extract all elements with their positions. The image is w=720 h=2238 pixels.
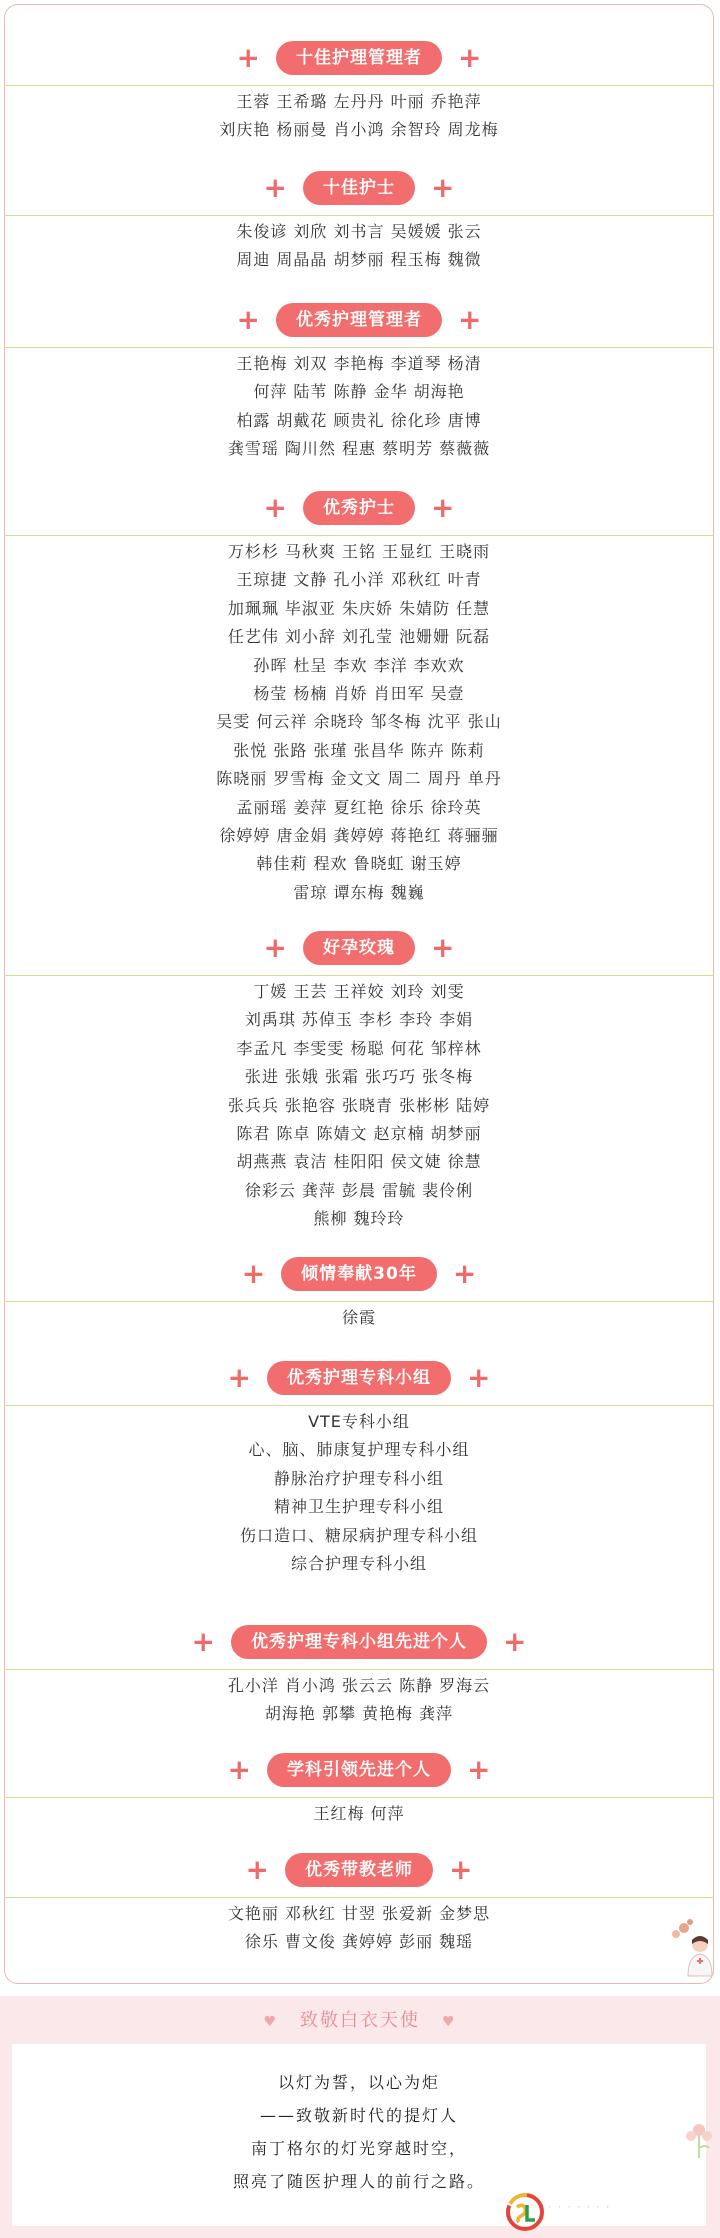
name-row: 龚雪瑶 陶川然 程惠 蔡明芳 蔡薇薇 (227, 439, 491, 459)
divider-line (4, 85, 714, 86)
section-title-pill: 优秀护理管理者 (276, 303, 442, 337)
name-row: VTE专科小组 (308, 1412, 410, 1431)
name-row: 刘庆艳 杨丽曼 肖小鸿 余智玲 周龙梅 (219, 120, 499, 140)
name-row: 杨莹 杨楠 肖娇 肖田军 吴壹 (253, 683, 465, 703)
name-row: 何萍 陆苇 陈静 金华 胡海艳 (253, 382, 465, 402)
divider-line (4, 975, 714, 976)
plus-icon: + (431, 931, 455, 964)
name-row: 加珮珮 毕淑亚 朱庆娇 朱婧防 任慧 (227, 598, 491, 618)
name-list (4, 88, 714, 145)
name-row: 张悦 张路 张瑾 张昌华 陈卉 陈莉 (233, 740, 485, 760)
name-row: 丁媛 王芸 王祥姣 刘玲 刘雯 (253, 982, 465, 1001)
watermark-dots: · · · · · · · (548, 2200, 611, 2214)
nurse-illustration (670, 1918, 718, 1978)
plus-icon: + (467, 1753, 491, 1786)
section-header (4, 488, 714, 528)
section-header (4, 1622, 714, 1662)
name-row: 文艳丽 邓秋红 甘翌 张爱新 金梦思 (227, 1904, 491, 1923)
section-header (4, 928, 714, 968)
poem-line: 以灯为誓，以心为炬 (277, 2073, 440, 2092)
name-list (4, 1408, 714, 1578)
section-title-pill: 优秀带教老师 (285, 1853, 433, 1887)
name-row: 吴雯 何云祥 余晓玲 邹冬梅 沈平 张山 (216, 712, 502, 732)
plus-icon: + (458, 303, 482, 336)
name-row: 万杉杉 马秋爽 王铭 王显红 王晓雨 (227, 542, 491, 561)
divider-line (4, 1405, 714, 1406)
name-row: 雷琼 谭东梅 魏巍 (293, 882, 425, 902)
name-list (4, 978, 714, 1234)
poem-line: ——致敬新时代的提灯人 (259, 2106, 458, 2125)
divider-line (4, 1797, 714, 1798)
section-header (4, 38, 714, 78)
name-row: 胡燕燕 袁洁 桂阳阳 侯文婕 徐慧 (236, 1152, 482, 1172)
plus-icon: + (236, 41, 260, 74)
name-row: 伤口造口、糖尿病护理专科小组 (239, 1525, 478, 1545)
section-title-pill: 优秀护理专科小组先进个人 (231, 1625, 487, 1659)
divider-line (4, 1301, 714, 1302)
name-row: 朱俊谚 刘欣 刘书言 吴媛媛 张云 (236, 222, 482, 241)
name-row: 刘禹琪 苏倬玉 李杉 李玲 李娟 (244, 1010, 474, 1030)
name-list (4, 538, 714, 907)
name-list (4, 350, 714, 464)
poem-line: 照亮了随医护理人的前行之路。 (232, 2172, 485, 2191)
closing-poem (12, 2066, 706, 2198)
name-row: 陈君 陈卓 陈婧文 赵京楠 胡梦丽 (236, 1123, 482, 1143)
section-title-pill: 优秀护士 (303, 491, 415, 525)
name-row: 静脉治疗护理专科小组 (273, 1468, 444, 1488)
name-row: 王蓉 王希璐 左丹丹 叶丽 乔艳萍 (236, 92, 482, 111)
name-row: 王琼捷 文静 孔小洋 邓秋红 叶青 (236, 570, 482, 590)
heart-icon: ♥ (263, 2014, 278, 2030)
section-header (4, 1358, 714, 1398)
name-row: 孔小洋 肖小鸿 张云云 陈静 罗海云 (227, 1676, 491, 1695)
plus-icon: + (227, 1753, 251, 1786)
name-row: 徐霞 (341, 1308, 376, 1327)
name-row: 陈晓丽 罗雪梅 金文文 周二 周丹 单丹 (216, 769, 502, 789)
plus-icon: + (467, 1361, 491, 1394)
section-title-pill: 十佳护理管理者 (276, 41, 442, 75)
name-row: 张兵兵 张艳容 张晓青 张彬彬 陆婷 (227, 1095, 491, 1115)
name-row: 孙晖 杜呈 李欢 李洋 李欢欢 (253, 655, 465, 675)
closing-title-row (0, 2004, 720, 2038)
name-list (4, 218, 714, 275)
flower-decoration-icon (682, 2118, 716, 2162)
name-row: 徐乐 曹文俊 龚婷婷 彭丽 魏瑶 (244, 1932, 474, 1952)
section-title-pill: 学科引领先进个人 (267, 1753, 451, 1787)
name-row: 任艺伟 刘小辞 刘孔莹 池姗姗 阮磊 (227, 627, 491, 647)
name-row: 胡海艳 郭攀 黄艳梅 龚萍 (264, 1704, 454, 1724)
name-list (4, 1672, 714, 1729)
section-header (4, 1254, 714, 1294)
name-list (4, 1900, 714, 1957)
plus-icon: + (227, 1361, 251, 1394)
name-row: 柏露 胡戴花 顾贵礼 徐化珍 唐博 (236, 410, 482, 430)
plus-icon: + (263, 491, 287, 524)
name-row: 综合护理专科小组 (290, 1553, 427, 1573)
poem-line: 南丁格尔的灯光穿越时空， (250, 2139, 467, 2158)
plus-icon: + (263, 171, 287, 204)
divider-line (4, 1669, 714, 1670)
name-row: 徐彩云 龚萍 彭晨 雷毓 裴伶俐 (244, 1180, 474, 1200)
heart-icon: ♥ (442, 2014, 457, 2030)
name-row: 王艳梅 刘双 李艳梅 李道琴 杨清 (236, 354, 482, 373)
name-row: 精神卫生护理专科小组 (273, 1497, 444, 1517)
name-row: 徐婷婷 唐金娟 龚婷婷 蒋艳红 蒋骊骊 (219, 825, 499, 845)
brand-logo-icon (505, 2192, 545, 2232)
name-list (4, 1304, 714, 1332)
section-header (4, 300, 714, 340)
divider-line (4, 535, 714, 536)
plus-icon: + (431, 171, 455, 204)
plus-icon: + (452, 1257, 477, 1290)
plus-icon: + (458, 41, 482, 74)
name-row: 熊柳 魏玲玲 (313, 1209, 405, 1229)
name-row: 孟丽瑶 姜萍 夏红艳 徐乐 徐玲英 (236, 797, 482, 817)
plus-icon: + (241, 1257, 266, 1290)
section-title-pill: 好孕玫瑰 (303, 931, 415, 965)
divider-line (4, 347, 714, 348)
plus-icon: + (263, 931, 287, 964)
closing-poem-box (12, 2044, 706, 2226)
section-title-pill: 倾情奉献30年 (281, 1257, 437, 1291)
divider-line (4, 1897, 714, 1898)
name-row: 张进 张娥 张霜 张巧巧 张冬梅 (244, 1067, 474, 1087)
plus-icon: + (431, 491, 455, 524)
name-row: 心、脑、肺康复护理专科小组 (248, 1440, 470, 1460)
closing-title: 致敬白衣天使 (300, 2010, 420, 2031)
name-row: 李孟凡 李雯雯 杨聪 何花 邹梓林 (236, 1038, 482, 1058)
section-header (4, 1750, 714, 1790)
plus-icon: + (503, 1625, 527, 1658)
section-header (4, 168, 714, 208)
name-row: 周迪 周晶晶 胡梦丽 程玉梅 魏微 (236, 250, 482, 270)
section-header (4, 1850, 714, 1890)
section-title-pill: 优秀护理专科小组 (267, 1361, 451, 1395)
name-list (4, 1800, 714, 1828)
plus-icon: + (245, 1853, 269, 1886)
plus-icon: + (449, 1853, 473, 1886)
name-row: 韩佳莉 程欢 鲁晓虹 谢玉婷 (256, 854, 462, 874)
section-title-pill: 十佳护士 (303, 171, 415, 205)
plus-icon: + (236, 303, 260, 336)
plus-icon: + (191, 1625, 215, 1658)
name-row: 王红梅 何萍 (313, 1804, 405, 1823)
divider-line (4, 215, 714, 216)
